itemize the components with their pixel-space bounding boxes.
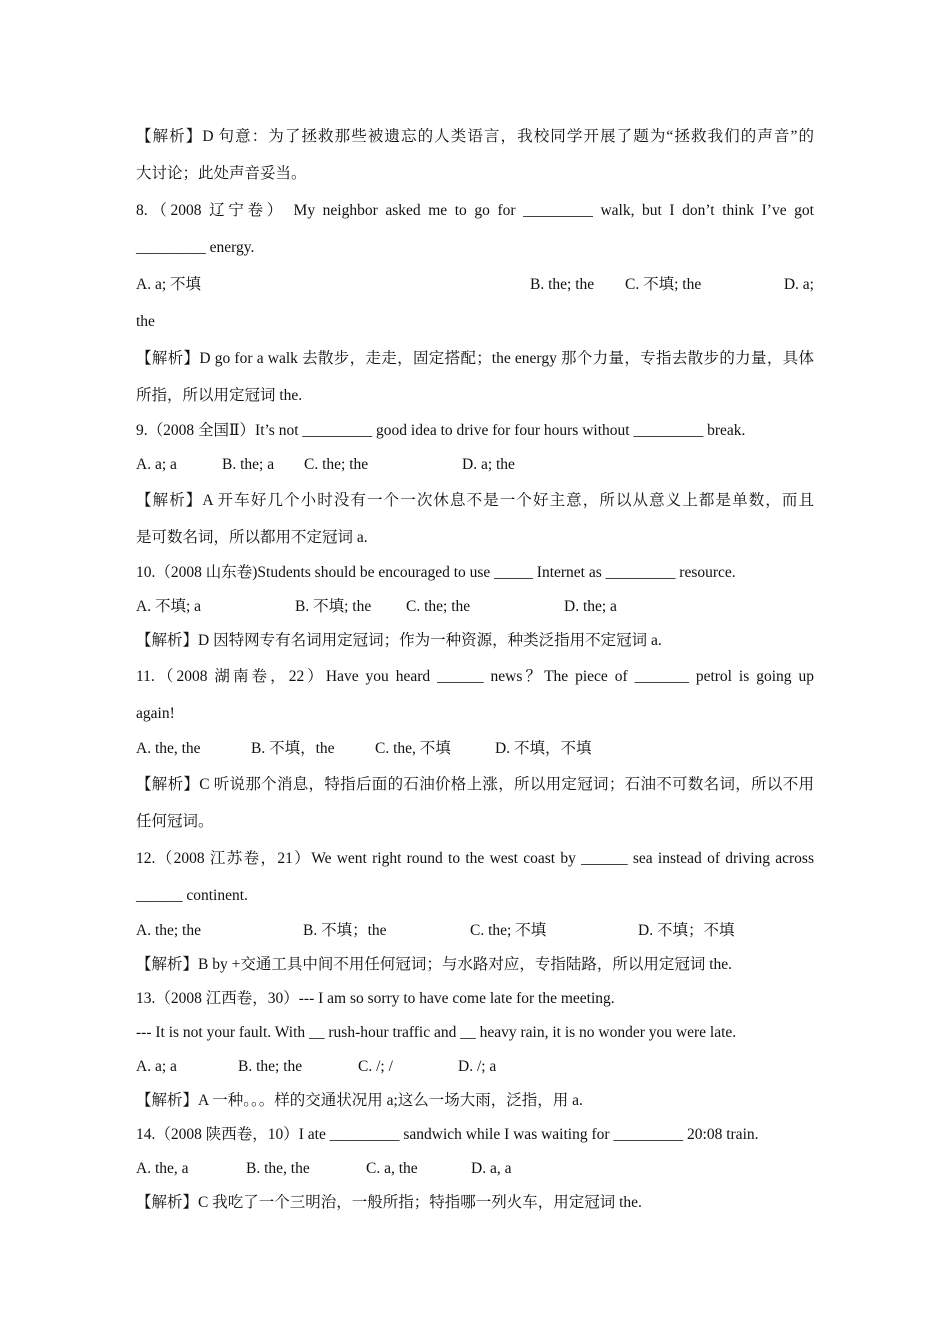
q10-option-a: A. 不填; a [136,598,202,615]
q9-option-c: C. the; the [304,456,369,473]
q11-analysis-line-2: 任何冠词。 [136,813,214,830]
q9-option-b: B. the; a [222,456,275,473]
q8-options [136,266,814,303]
q10-option-d: D. the; a [564,598,617,615]
q14-option-c: C. a, the [366,1160,418,1177]
q14-options [136,1152,814,1186]
q14-option-d: D. a, a [471,1160,512,1177]
q13-options [136,1050,814,1084]
q12-option-d: D. 不填；不填 [638,922,735,939]
q14-analysis: 【解析】C 我吃了一个三明治，一般所指；特指哪一列火车，用定冠词 the. [136,1194,642,1211]
q10-option-c: C. the; the [406,598,471,615]
q14-stem: 14.（2008 陕西卷，10）I ate _________ sandwich while I was waiting for _________ 20:08 train. [136,1126,759,1143]
q8-stem-line-2: _________ energy. [136,239,255,256]
q10-stem: 10.（2008 山东卷)Students should be encouraged to use _____ Internet as _________ resource. [136,564,736,581]
q13-analysis: 【解析】A 一种。。。样的交通状况用 a;这么一场大雨，泛指，用 a. [136,1092,583,1109]
q10-analysis: 【解析】D 因特网专有名词用定冠词；作为一种资源，种类泛指用不定冠词 a. [136,632,662,649]
q13-option-c: C. /; / [358,1058,393,1075]
q11-option-b: B. 不填，the [251,740,335,757]
q11-options [136,732,814,766]
q13-option-d: D. /; a [458,1058,497,1075]
q13-option-b: B. the; the [238,1058,303,1075]
q11-analysis-line-1: 【解析】C 听说那个消息，特指后面的石油价格上涨，所以用定冠词；石油不可数名词，所以不用 [136,776,814,793]
q12-option-c: C. the; 不填 [470,922,547,939]
q9-analysis-line-2: 是可数名词，所以都用不定冠词 a. [136,529,368,546]
q12-analysis: 【解析】B by +交通工具中间不用任何冠词；与水路对应，专指陆路，所以用定冠词 the. [136,956,733,973]
q11-stem-line-2: again! [136,705,175,722]
q8-stem-line-1: 8.（2008 辽宁卷） My neighbor asked me to go for _________ walk, but I don’t think I’ve got [136,202,814,219]
q9-options [136,448,814,482]
q13-stem-line-2: --- It is not your fault. With __ rush-hour traffic and __ heavy rain, it is no wonder you were late. [136,1024,737,1041]
q7-analysis-line-2: 大讨论；此处声音妥当。 [136,165,307,182]
q10-options [136,590,814,624]
q8-option-a: A. a; 不填 [136,276,202,293]
q12-stem-line-2: ______ continent. [136,887,248,904]
q11-option-c: C. the, 不填 [375,740,451,757]
q9-stem: 9.（2008 全国Ⅱ）It’s not _________ good idea to drive for four hours without _________ break. [136,422,746,439]
q8-option-b: B. the; the [530,276,595,293]
q11-option-d: D. 不填，不填 [495,740,592,757]
document-page [136,118,814,1220]
q11-option-a: A. the, the [136,740,201,757]
q10-option-b: B. 不填; the [295,598,372,615]
q13-stem-line-1: 13.（2008 江西卷，30）--- I am so sorry to have come late for the meeting. [136,990,615,1007]
q7-analysis-line-1: 【解析】D 句意：为了拯救那些被遗忘的人类语言，我校同学开展了题为“拯救我们的声音”的 [136,128,814,145]
q8-analysis-line-2: 所指，所以用定冠词 the. [136,387,303,404]
q12-options [136,914,814,948]
q8-option-d: D. a; [783,276,814,293]
q11-stem-line-1: 11.（2008 湖南卷，22）Have you heard ______ news？The piece of _______ petrol is going up [136,668,814,685]
q8-option-wrap: the [136,313,155,330]
q14-option-b: B. the, the [246,1160,310,1177]
q9-option-a: A. a; a [136,456,177,473]
q8-option-c: C. 不填; the [625,276,702,293]
q9-analysis-line-1: 【解析】A 开车好几个小时没有一个一次休息不是一个好主意，所以从意义上都是单数，而且 [136,492,814,509]
q12-option-a: A. the; the [136,922,201,939]
q13-option-a: A. a; a [136,1058,177,1075]
q12-option-b: B. 不填；the [303,922,387,939]
q9-option-d: D. a; the [462,456,515,473]
q8-analysis-line-1: 【解析】D go for a walk 去散步，走走，固定搭配；the energy 那个力量，专指去散步的力量，具体 [136,350,814,367]
q14-option-a: A. the, a [136,1160,189,1177]
q12-stem-line-1: 12.（2008 江苏卷，21）We went right round to the west coast by ______ sea instead of driving across [136,850,814,867]
